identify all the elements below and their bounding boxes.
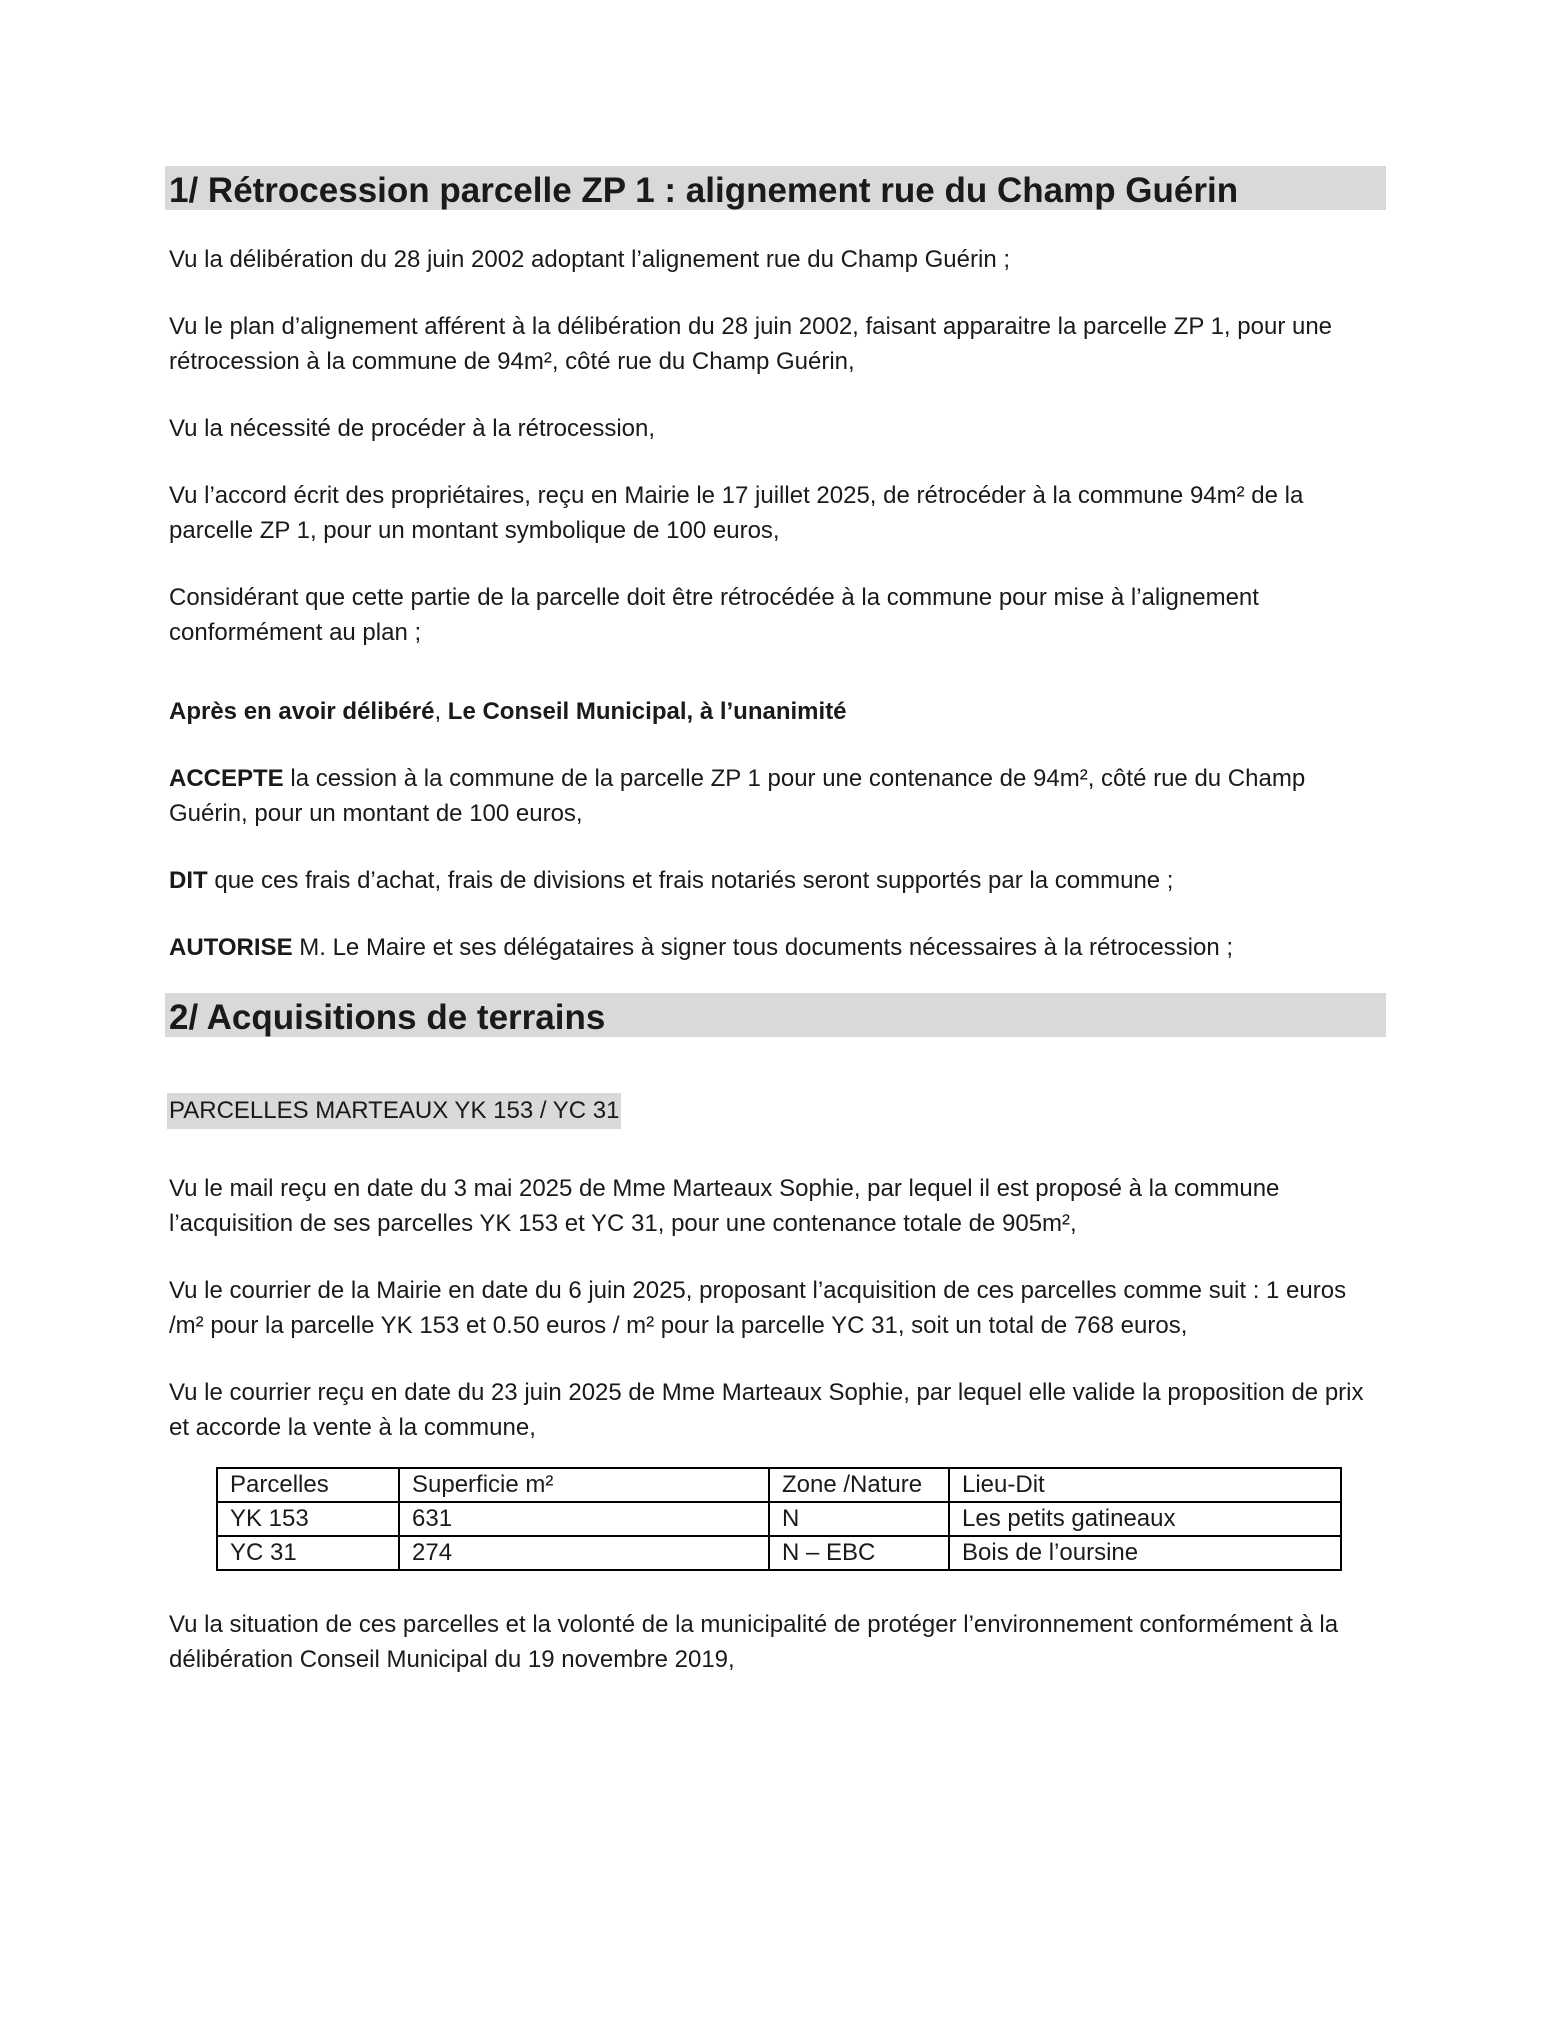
table-header-cell: Lieu-Dit bbox=[949, 1468, 1341, 1502]
accepte-keyword: ACCEPTE bbox=[169, 765, 284, 792]
table-cell: YK 153 bbox=[217, 1502, 399, 1536]
table-header-cell: Superficie m² bbox=[399, 1468, 769, 1502]
table-cell: Les petits gatineaux bbox=[949, 1502, 1341, 1536]
decision-intro bbox=[169, 694, 1387, 729]
table-cell: 631 bbox=[399, 1502, 769, 1536]
decision-intro-sep: , bbox=[434, 698, 448, 725]
table-row bbox=[217, 1536, 1341, 1570]
section-1-heading: 1/ Rétrocession parcelle ZP 1 : alignement rue du Champ Guérin bbox=[165, 166, 1386, 210]
closing-paragraph: Vu la situation de ces parcelles et la volonté de la municipalité de protéger l’environnement conformément à la délibération Conseil Municipal du 19 novembre 2019, bbox=[169, 1611, 1339, 1673]
paragraph: Vu la délibération du 28 juin 2002 adoptant l’alignement rue du Champ Guérin ; bbox=[169, 246, 1011, 273]
paragraph: Vu le plan d’alignement afférent à la délibération du 28 juin 2002, faisant apparaitre la parcelle ZP 1, pour une rétrocession à la commune de 94m², côté rue du Champ Guérin, bbox=[169, 313, 1333, 375]
autorise-paragraph bbox=[169, 930, 1387, 965]
decision-intro-b: Le Conseil Municipal, à l’unanimité bbox=[447, 698, 847, 725]
section-2-heading: 2/ Acquisitions de terrains bbox=[165, 993, 1386, 1037]
autorise-text: M. Le Maire et ses délégataires à signer tous documents nécessaires à la rétrocession ; bbox=[292, 934, 1234, 961]
paragraph: Vu l’accord écrit des propriétaires, reçu en Mairie le 17 juillet 2025, de rétrocéder à la commune 94m² de la parcelle ZP 1, pour un montant symbolique de 100 euros, bbox=[169, 482, 1304, 544]
table-row bbox=[217, 1502, 1341, 1536]
table-cell: 274 bbox=[399, 1536, 769, 1570]
paragraph: Considérant que cette partie de la parcelle doit être rétrocédée à la commune pour mise à l’alignement conformément au plan ; bbox=[169, 584, 1259, 646]
table-cell: N bbox=[769, 1502, 949, 1536]
parcels-table bbox=[216, 1467, 1342, 1571]
table-header-row bbox=[217, 1468, 1341, 1502]
paragraph: Vu le mail reçu en date du 3 mai 2025 de Mme Marteaux Sophie, par lequel il est proposé à la commune l’acquisition de ses parcelles YK 153 et YC 31, pour une contenance totale de 905m², bbox=[169, 1175, 1280, 1237]
table-header-cell: Parcelles bbox=[217, 1468, 399, 1502]
dit-keyword: DIT bbox=[169, 867, 208, 894]
table-cell: YC 31 bbox=[217, 1536, 399, 1570]
table-cell: N – EBC bbox=[769, 1536, 949, 1570]
accepte-text: la cession à la commune de la parcelle ZP 1 pour une contenance de 94m², côté rue du Champ Guérin, pour un montant de 100 euros, bbox=[169, 765, 1306, 827]
table-header-cell: Zone /Nature bbox=[769, 1468, 949, 1502]
document-page bbox=[169, 166, 1387, 1677]
parcel-subheading: PARCELLES MARTEAUX YK 153 / YC 31 bbox=[167, 1093, 621, 1129]
paragraph: Vu le courrier de la Mairie en date du 6 juin 2025, proposant l’acquisition de ces parcelles comme suit : 1 euros /m² pour la parcelle YK 153 et 0.50 euros / m² pour la parcelle YC 31, soit un total de 768 euros, bbox=[169, 1277, 1347, 1339]
accepte-paragraph bbox=[169, 761, 1387, 831]
autorise-keyword: AUTORISE bbox=[169, 934, 293, 961]
decision-intro-a: Après en avoir délibéré bbox=[169, 698, 435, 725]
paragraph: Vu la nécessité de procéder à la rétrocession, bbox=[169, 415, 656, 442]
dit-paragraph bbox=[169, 863, 1387, 898]
dit-text: que ces frais d’achat, frais de divisions et frais notariés seront supportés par la commune ; bbox=[207, 867, 1174, 894]
table-cell: Bois de l’oursine bbox=[949, 1536, 1341, 1570]
paragraph: Vu le courrier reçu en date du 23 juin 2025 de Mme Marteaux Sophie, par lequel elle valide la proposition de prix et accorde la vente à la commune, bbox=[169, 1379, 1364, 1441]
